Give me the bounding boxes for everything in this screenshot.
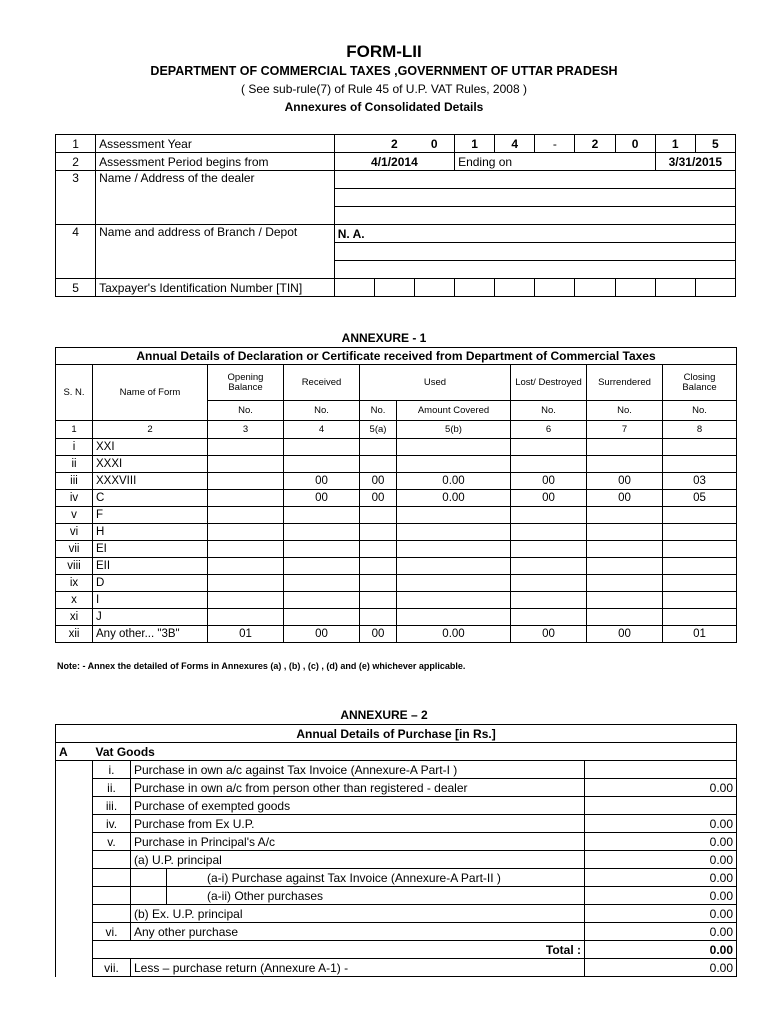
form-name-cell: F [93, 507, 208, 524]
dealer-address-line [334, 189, 735, 207]
row-number: 3 [56, 171, 96, 225]
amount-cell [397, 524, 511, 541]
surrendered-cell: 00 [587, 473, 663, 490]
form-row [56, 609, 737, 626]
opening-cell [208, 575, 284, 592]
lost-cell [511, 456, 587, 473]
annexure-2-heading: ANNEXURE – 2 [340, 708, 428, 722]
blank-cell [56, 941, 93, 959]
blank-cell [56, 833, 93, 851]
used-no-cell: 00 [360, 626, 397, 643]
tin-box [334, 279, 374, 297]
closing-cell [663, 507, 737, 524]
purchase-row [56, 833, 737, 851]
closing-cell: 05 [663, 490, 737, 507]
surrendered-cell [587, 507, 663, 524]
closing-cell [663, 592, 737, 609]
purchase-row [56, 851, 737, 869]
amount-cell [397, 592, 511, 609]
form-row [56, 490, 737, 507]
purchase-row [56, 815, 737, 833]
tin-box [575, 279, 615, 297]
item-value: 0.00 [585, 887, 737, 905]
form-row [56, 592, 737, 609]
purchase-row [56, 959, 737, 977]
opening-cell [208, 558, 284, 575]
annexure-1-table [55, 347, 737, 643]
year-digit: 0 [615, 135, 655, 153]
form-name-cell: EII [93, 558, 208, 575]
form-row [56, 558, 737, 575]
item-value [585, 797, 737, 815]
blank-cell [56, 851, 93, 869]
closing-cell [663, 456, 737, 473]
annexure-2-title: Annual Details of Purchase [in Rs.] [56, 725, 737, 743]
indent-cell [131, 887, 167, 905]
tin-box [695, 279, 735, 297]
received-cell [284, 541, 360, 558]
used-no-cell [360, 524, 397, 541]
form-name-cell: Any other... "3B" [93, 626, 208, 643]
total-label: Total : [93, 941, 585, 959]
tin-box [495, 279, 535, 297]
item-label: (b) Ex. U.P. principal [131, 905, 585, 923]
form-row [56, 456, 737, 473]
annexure-1-title: Annual Details of Declaration or Certificate received from Department of Commercial Taxes [56, 348, 737, 365]
form-row [56, 507, 737, 524]
form-name-cell: H [93, 524, 208, 541]
sn-cell: ix [56, 575, 93, 592]
subheader-no: No. [284, 401, 360, 421]
purchase-row [56, 797, 737, 815]
blank-cell [56, 869, 93, 887]
received-cell [284, 592, 360, 609]
subheader-no: No. [663, 401, 737, 421]
row-number: 4 [56, 225, 96, 279]
section-label: Vat Goods [93, 743, 737, 761]
surrendered-cell: 00 [587, 626, 663, 643]
lost-cell: 00 [511, 490, 587, 507]
tin-row [56, 279, 736, 297]
blank-cell [56, 761, 93, 779]
col-header-used: Used [360, 365, 511, 401]
amount-cell [397, 558, 511, 575]
dealer-info-table [55, 134, 736, 297]
item-number [93, 869, 131, 887]
indent-cell [131, 869, 167, 887]
year-digit: 2 [374, 135, 414, 153]
surrendered-cell [587, 439, 663, 456]
item-value: 0.00 [585, 851, 737, 869]
annexure-1-heading: ANNEXURE - 1 [341, 331, 427, 345]
used-no-cell [360, 456, 397, 473]
item-number: iv. [93, 815, 131, 833]
closing-cell [663, 439, 737, 456]
subheader-no: No. [208, 401, 284, 421]
opening-cell [208, 541, 284, 558]
item-number: iii. [93, 797, 131, 815]
year-digit: 2 [575, 135, 615, 153]
sn-cell: xii [56, 626, 93, 643]
amount-cell [397, 456, 511, 473]
blank-cell [56, 959, 93, 977]
used-no-cell [360, 609, 397, 626]
surrendered-cell [587, 592, 663, 609]
item-value: 0.00 [585, 941, 737, 959]
received-cell [284, 456, 360, 473]
purchase-row [56, 779, 737, 797]
col-header-surrendered: Surrendered [587, 365, 663, 401]
rule-reference: ( See sub-rule(7) of Rule 45 of U.P. VAT Rules, 2008 ) [241, 82, 527, 96]
row-label: Name and address of Branch / Depot [96, 225, 335, 279]
purchase-row [56, 905, 737, 923]
surrendered-cell: 00 [587, 490, 663, 507]
item-value: 0.00 [585, 869, 737, 887]
column-number: 3 [208, 421, 284, 439]
item-value: 0.00 [585, 815, 737, 833]
used-no-cell: 00 [360, 490, 397, 507]
sn-cell: i [56, 439, 93, 456]
closing-cell [663, 558, 737, 575]
tin-box [655, 279, 695, 297]
item-number: ii. [93, 779, 131, 797]
row-label: Name / Address of the dealer [96, 171, 335, 225]
tin-box [374, 279, 414, 297]
item-value [585, 761, 737, 779]
assessment-year-row [56, 135, 736, 153]
column-number: 7 [587, 421, 663, 439]
received-cell [284, 558, 360, 575]
item-label: Purchase from Ex U.P. [131, 815, 585, 833]
sn-cell: ii [56, 456, 93, 473]
lost-cell [511, 439, 587, 456]
row-label: Assessment Period begins from [96, 153, 335, 171]
sn-cell: vi [56, 524, 93, 541]
form-row [56, 626, 737, 643]
form-subtitle: Annexures of Consolidated Details [284, 100, 484, 114]
year-digit: 1 [455, 135, 495, 153]
column-number: 5(b) [397, 421, 511, 439]
form-name-cell: XXXVIII [93, 473, 208, 490]
dealer-name-row [56, 171, 736, 189]
ending-label: Ending on [455, 153, 656, 171]
received-cell [284, 507, 360, 524]
used-no-cell [360, 541, 397, 558]
row-number: 1 [56, 135, 96, 153]
surrendered-cell [587, 575, 663, 592]
form-row [56, 541, 737, 558]
opening-cell [208, 490, 284, 507]
row-number: 5 [56, 279, 96, 297]
lost-cell [511, 609, 587, 626]
assessment-period-row [56, 153, 736, 171]
annexure-1-note: Note: - Annex the detailed of Forms in Annexures (a) , (b) , (c) , (d) and (e) whichever applicable. [57, 661, 466, 671]
subheader-no: No. [360, 401, 397, 421]
lost-cell [511, 558, 587, 575]
branch-address-line [334, 243, 735, 261]
year-digit: 4 [495, 135, 535, 153]
tin-box [615, 279, 655, 297]
item-value: 0.00 [585, 833, 737, 851]
form-name-cell: C [93, 490, 208, 507]
annexure-2-table [55, 724, 737, 977]
lost-cell [511, 507, 587, 524]
branch-row [56, 225, 736, 243]
blank-cell [56, 815, 93, 833]
year-digit: 1 [655, 135, 695, 153]
received-cell [284, 609, 360, 626]
row-label: Taxpayer's Identification Number [TIN] [96, 279, 335, 297]
subheader-no: No. [587, 401, 663, 421]
used-no-cell: 00 [360, 473, 397, 490]
purchase-row [56, 869, 737, 887]
closing-cell: 03 [663, 473, 737, 490]
year-digit: 5 [695, 135, 735, 153]
tin-box [414, 279, 454, 297]
column-number: 8 [663, 421, 737, 439]
column-number: 5(a) [360, 421, 397, 439]
amount-cell: 0.00 [397, 490, 511, 507]
received-cell [284, 439, 360, 456]
item-number: i. [93, 761, 131, 779]
opening-cell [208, 439, 284, 456]
blank-cell [56, 797, 93, 815]
item-number [93, 887, 131, 905]
row-number: 2 [56, 153, 96, 171]
item-label: (a-i) Purchase against Tax Invoice (Annexure-A Part-II ) [167, 869, 585, 887]
lost-cell [511, 592, 587, 609]
form-row [56, 473, 737, 490]
column-number: 4 [284, 421, 360, 439]
col-header-opening: Opening Balance [208, 365, 284, 401]
received-cell: 00 [284, 473, 360, 490]
item-number: vi. [93, 923, 131, 941]
section-letter: A [56, 743, 93, 761]
branch-address-line [334, 261, 735, 279]
lost-cell [511, 541, 587, 558]
lost-cell: 00 [511, 626, 587, 643]
form-row [56, 575, 737, 592]
column-number: 1 [56, 421, 93, 439]
surrendered-cell [587, 456, 663, 473]
item-number [93, 905, 131, 923]
item-label: Purchase of exempted goods [131, 797, 585, 815]
blank-cell [56, 923, 93, 941]
dealer-address-line [334, 207, 735, 225]
subheader-no: No. [511, 401, 587, 421]
item-number [93, 851, 131, 869]
form-title: FORM-LII [346, 42, 422, 61]
item-value: 0.00 [585, 923, 737, 941]
opening-cell [208, 524, 284, 541]
lost-cell [511, 524, 587, 541]
sn-cell: vii [56, 541, 93, 558]
closing-cell [663, 609, 737, 626]
amount-cell: 0.00 [397, 473, 511, 490]
lost-cell [511, 575, 587, 592]
col-header-name: Name of Form [93, 365, 208, 421]
item-label: Purchase in own a/c against Tax Invoice (Annexure-A Part-I ) [131, 761, 585, 779]
sn-cell: xi [56, 609, 93, 626]
received-cell [284, 524, 360, 541]
period-begin-value: 4/1/2014 [334, 153, 454, 171]
used-no-cell [360, 507, 397, 524]
form-row [56, 439, 737, 456]
item-label: Purchase in Principal's A/c [131, 833, 585, 851]
sn-cell: iv [56, 490, 93, 507]
surrendered-cell [587, 558, 663, 575]
col-header-lost: Lost/ Destroyed [511, 365, 587, 401]
form-name-cell: EI [93, 541, 208, 558]
closing-cell [663, 575, 737, 592]
form-name-cell: XXXI [93, 456, 208, 473]
surrendered-cell [587, 524, 663, 541]
period-end-value: 3/31/2015 [655, 153, 735, 171]
amount-cell [397, 507, 511, 524]
branch-value: N. A. [334, 225, 735, 243]
year-digit: 0 [414, 135, 454, 153]
closing-cell [663, 524, 737, 541]
opening-cell [208, 609, 284, 626]
used-no-cell [360, 558, 397, 575]
opening-cell [208, 592, 284, 609]
sn-cell: viii [56, 558, 93, 575]
tin-box [455, 279, 495, 297]
row-label: Assessment Year [96, 135, 335, 153]
item-value: 0.00 [585, 959, 737, 977]
purchase-row [56, 923, 737, 941]
form-name-cell: D [93, 575, 208, 592]
item-number: vii. [93, 959, 131, 977]
opening-cell [208, 456, 284, 473]
col-header-sn: S. N. [56, 365, 93, 421]
blank-cell [334, 135, 374, 153]
surrendered-cell [587, 609, 663, 626]
item-label: (a-ii) Other purchases [167, 887, 585, 905]
column-number: 2 [93, 421, 208, 439]
form-name-cell: I [93, 592, 208, 609]
used-no-cell [360, 575, 397, 592]
year-separator: - [535, 135, 575, 153]
blank-cell [56, 887, 93, 905]
opening-cell [208, 473, 284, 490]
sn-cell: v [56, 507, 93, 524]
sn-cell: x [56, 592, 93, 609]
opening-cell: 01 [208, 626, 284, 643]
lost-cell: 00 [511, 473, 587, 490]
closing-cell [663, 541, 737, 558]
item-label: Purchase in own a/c from person other than registered - dealer [131, 779, 585, 797]
blank-cell [56, 779, 93, 797]
form-row [56, 524, 737, 541]
item-label: Any other purchase [131, 923, 585, 941]
surrendered-cell [587, 541, 663, 558]
amount-cell [397, 541, 511, 558]
item-number: v. [93, 833, 131, 851]
subheader-amount: Amount Covered [397, 401, 511, 421]
col-header-closing: Closing Balance [663, 365, 737, 401]
item-value: 0.00 [585, 905, 737, 923]
amount-cell [397, 609, 511, 626]
department-title: DEPARTMENT OF COMMERCIAL TAXES ,GOVERNMENT OF UTTAR PRADESH [150, 64, 618, 78]
closing-cell: 01 [663, 626, 737, 643]
form-name-cell: J [93, 609, 208, 626]
column-number: 6 [511, 421, 587, 439]
form-name-cell: XXI [93, 439, 208, 456]
item-value: 0.00 [585, 779, 737, 797]
amount-cell [397, 575, 511, 592]
dealer-name-line [334, 171, 735, 189]
received-cell [284, 575, 360, 592]
purchase-row [56, 887, 737, 905]
sn-cell: iii [56, 473, 93, 490]
tin-box [535, 279, 575, 297]
used-no-cell [360, 592, 397, 609]
item-label: Less – purchase return (Annexure A-1) - [131, 959, 585, 977]
amount-cell: 0.00 [397, 626, 511, 643]
blank-cell [56, 905, 93, 923]
used-no-cell [360, 439, 397, 456]
item-label: (a) U.P. principal [131, 851, 585, 869]
col-header-received: Received [284, 365, 360, 401]
purchase-row [56, 941, 737, 959]
received-cell: 00 [284, 626, 360, 643]
amount-cell [397, 439, 511, 456]
received-cell: 00 [284, 490, 360, 507]
purchase-row [56, 761, 737, 779]
opening-cell [208, 507, 284, 524]
